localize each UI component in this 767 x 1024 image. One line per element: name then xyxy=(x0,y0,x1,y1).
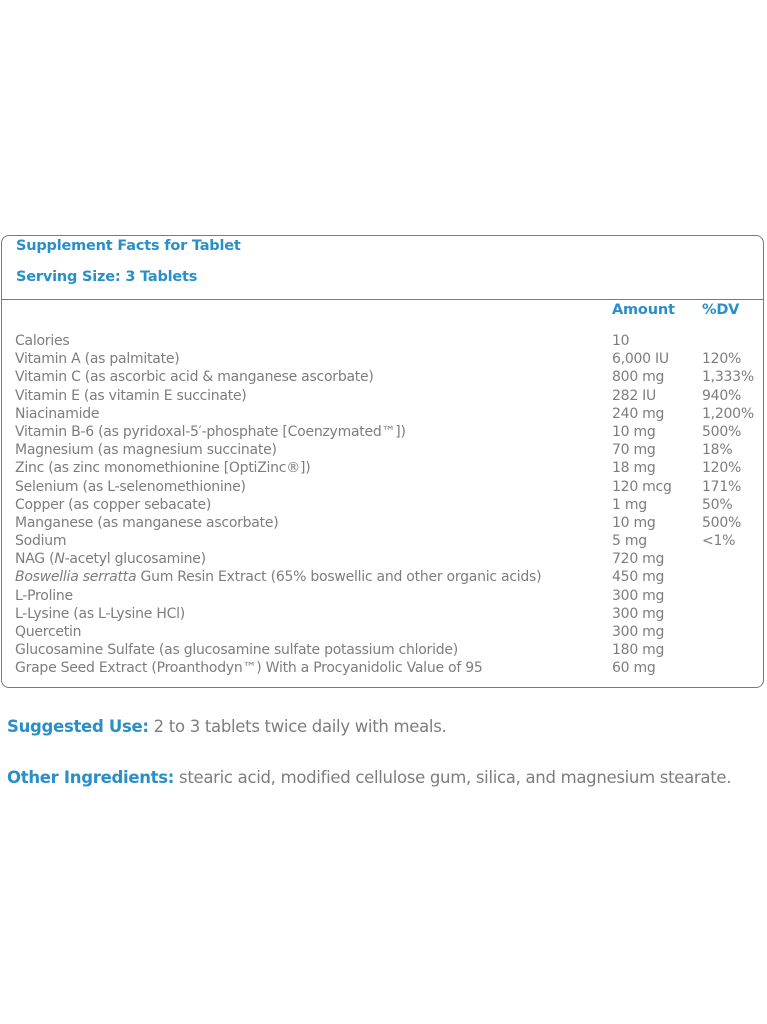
nutrient-row xyxy=(15,659,763,677)
nutrient-amount: 10 mg xyxy=(612,514,656,531)
nutrient-amount: 18 mg xyxy=(612,460,656,477)
nutrient-amount: 720 mg xyxy=(612,551,665,568)
nutrient-name: L-Lysine (as L-Lysine HCl) xyxy=(15,605,185,622)
nutrient-amount: 800 mg xyxy=(612,369,665,386)
nutrient-row xyxy=(15,405,763,423)
nutrient-row xyxy=(15,332,763,350)
nutrient-name: Quercetin xyxy=(15,624,82,640)
nutrient-amount: 240 mg xyxy=(612,405,665,422)
nutrient-amount: 60 mg xyxy=(612,660,656,677)
nutrient-name: Manganese (as manganese ascorbate) xyxy=(15,514,279,531)
nutrient-row xyxy=(15,441,763,459)
nutrient-name: Zinc (as zinc monomethionine [OptiZinc®]) xyxy=(15,460,311,477)
nutrient-row xyxy=(15,568,763,586)
nutrient-name: Magnesium (as magnesium succinate) xyxy=(15,442,277,459)
nutrient-dv: 120% xyxy=(702,351,742,368)
nutrient-amount: 300 mg xyxy=(612,624,665,640)
nutrient-row xyxy=(15,459,763,477)
nutrient-row xyxy=(15,478,763,496)
nutrient-amount: 5 mg xyxy=(612,533,647,550)
nutrient-amount: 180 mg xyxy=(612,642,665,659)
nutrient-dv: 50% xyxy=(702,496,733,513)
nutrient-name: Vitamin E (as vitamin E succinate) xyxy=(15,387,247,404)
nutrient-name: Calories xyxy=(15,333,70,349)
nutrient-row xyxy=(15,496,763,514)
nutrient-amount: 10 xyxy=(612,333,630,349)
nutrient-row xyxy=(15,641,763,659)
nutrient-list xyxy=(15,332,763,678)
other-ingredients xyxy=(7,768,731,787)
nutrient-amount: 1 mg xyxy=(612,496,647,513)
nutrient-row xyxy=(15,623,763,641)
nutrient-name: Niacinamide xyxy=(15,405,100,422)
nutrient-name: Copper (as copper sebacate) xyxy=(15,496,212,513)
nutrient-name: Selenium (as L-selenomethionine) xyxy=(15,478,246,495)
nutrient-name: Sodium xyxy=(15,533,67,550)
suggested-use xyxy=(7,717,446,736)
nutrient-name: L-Proline xyxy=(15,587,73,604)
nutrient-dv: 940% xyxy=(702,387,742,404)
nutrient-amount: 450 mg xyxy=(612,569,665,586)
nutrient-dv: 1,333% xyxy=(702,369,754,386)
botanical-name: Boswellia serratta xyxy=(15,569,137,586)
nutrient-name: Glucosamine Sulfate (as glucosamine sulfate potassium chloride) xyxy=(15,642,458,659)
nutrient-amount: 70 mg xyxy=(612,442,656,459)
nutrient-row xyxy=(15,350,763,368)
nutrient-name: Vitamin B-6 (as pyridoxal-5′-phosphate [Coenzymated™]) xyxy=(15,423,406,440)
nutrient-name: Vitamin C (as ascorbic acid & manganese ascorbate) xyxy=(15,369,374,386)
nutrient-row xyxy=(15,423,763,441)
nutrient-dv: 500% xyxy=(702,423,742,440)
nutrient-row xyxy=(15,514,763,532)
nutrient-row xyxy=(15,550,763,568)
suggested-use-label: Suggested Use: xyxy=(7,717,149,736)
italic-prefix: N xyxy=(54,551,65,568)
nutrient-dv: 500% xyxy=(702,514,742,531)
other-ingredients-text: stearic acid, modified cellulose gum, silica, and magnesium stearate. xyxy=(174,768,732,787)
nutrient-name: Grape Seed Extract (Proanthodyn™) With a Procyanidolic Value of 95 xyxy=(15,660,483,677)
column-header-dv: %DV xyxy=(702,302,740,318)
nutrient-amount: 10 mg xyxy=(612,423,656,440)
other-ingredients-label: Other Ingredients: xyxy=(7,768,175,787)
nutrient-dv: 18% xyxy=(702,442,733,459)
nutrient-row xyxy=(15,587,763,605)
nutrient-amount: 282 IU xyxy=(612,387,657,404)
nutrient-amount: 6,000 IU xyxy=(612,351,669,368)
nutrient-amount: 300 mg xyxy=(612,605,665,622)
nutrient-dv: 120% xyxy=(702,460,742,477)
nutrient-dv: 171% xyxy=(702,478,742,495)
nutrient-dv: 1,200% xyxy=(702,405,754,422)
nutrient-amount: 300 mg xyxy=(612,587,665,604)
nutrient-row xyxy=(15,605,763,623)
nutrient-row xyxy=(15,532,763,550)
nutrient-name: NAG (N-acetyl glucosamine) xyxy=(15,551,206,568)
nutrient-dv: <1% xyxy=(702,533,736,550)
panel-title: Supplement Facts for Tablet xyxy=(16,238,241,254)
nutrient-name: Vitamin A (as palmitate) xyxy=(15,351,180,368)
serving-size: Serving Size: 3 Tablets xyxy=(16,269,198,285)
column-header-amount: Amount xyxy=(612,302,675,318)
supplement-facts-panel xyxy=(1,235,764,688)
nutrient-name: Boswellia serratta Gum Resin Extract (65% boswellic and other organic acids) xyxy=(15,569,542,586)
nutrient-row xyxy=(15,387,763,405)
suggested-use-text: 2 to 3 tablets twice daily with meals. xyxy=(148,717,447,736)
nutrient-amount: 120 mcg xyxy=(612,478,672,495)
nutrient-row xyxy=(15,368,763,386)
header-divider xyxy=(2,299,763,300)
